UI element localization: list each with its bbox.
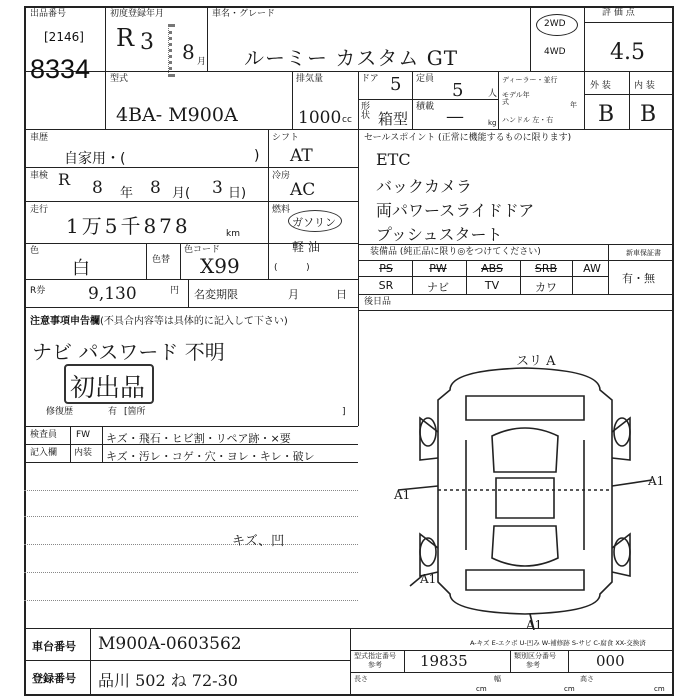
month-label: 月 [288, 288, 299, 301]
car-diagram [380, 340, 670, 630]
divider [510, 650, 511, 672]
equip-srb: SRB [534, 262, 558, 275]
equip-aw: AW [583, 262, 601, 275]
divider [584, 22, 674, 23]
divider [629, 71, 630, 129]
reg-value: 品川 502 ね 72-30 [98, 671, 238, 690]
kg-unit: kg [488, 119, 497, 127]
inspection-era: R [58, 170, 71, 189]
divider [572, 260, 573, 294]
cc-unit: cc [342, 115, 352, 125]
exterior-label: 外 装 [590, 81, 611, 91]
recycle-label: R券 [30, 286, 46, 296]
first-reg-year: 3 [140, 30, 154, 55]
inspection-day: 3 [212, 178, 223, 198]
rating-label: 評 価 点 [602, 8, 635, 18]
color-code-label: 色コード [184, 245, 221, 255]
month-unit: 月 [197, 57, 207, 67]
mileage-label: 走行 [30, 205, 49, 215]
day-label: 日 [336, 288, 347, 301]
divider [350, 650, 674, 651]
divider [90, 628, 91, 696]
sales-item-1: ETC [376, 150, 411, 169]
doors-label: ドア [361, 74, 379, 84]
entry-line [24, 600, 358, 601]
sales-item-2: バックカメラ [376, 177, 473, 196]
inspection-label: 車検 [30, 171, 49, 181]
divider [358, 260, 674, 261]
width-unit: cm [564, 685, 575, 693]
color-value: 白 [72, 258, 90, 279]
capacity-value: 5 [452, 80, 464, 101]
ac-label: 冷房 [272, 171, 291, 181]
warranty-label: 新車保証書 [626, 249, 661, 257]
inspection-day-unit: 日) [228, 186, 247, 201]
notes-line1: ナビ パスワード 不明 [32, 340, 225, 364]
steering-label: ハンドル 左・右 [502, 116, 554, 124]
inspector-label: 検査員 [30, 430, 58, 440]
displacement-label: 排気量 [296, 74, 324, 84]
divider [24, 426, 358, 427]
divider [350, 628, 351, 696]
reg-label: 登録番号 [32, 672, 76, 685]
sales-item-4: プッシュスタート [376, 225, 503, 244]
divider [358, 71, 359, 129]
interior-items: キズ・汚レ・コゲ・穴・ヨレ・キレ・破レ [106, 450, 315, 463]
model-value: 4BA- M900A [116, 104, 238, 126]
fuel-diesel: 軽 油 [292, 240, 320, 254]
damage-left: A1 [394, 488, 411, 502]
shift-label: シフト [272, 133, 300, 143]
notes-line2: 初出品 [70, 373, 146, 402]
sales-label: セールスポイント (正常に機能するものに限ります) [364, 133, 572, 143]
damage-bottom: A1 [526, 618, 543, 632]
color-swap-label: 色替 [152, 255, 171, 265]
equip-pw: PW [429, 262, 447, 275]
inspection-month: 8 [150, 178, 161, 198]
divider [180, 243, 181, 279]
yen-unit: 円 [170, 286, 180, 296]
history-label: 車歴 [30, 133, 49, 143]
lot-label: 出品番号 [30, 9, 67, 19]
interior-short: 内装 [74, 448, 93, 458]
divider [350, 672, 674, 673]
divider [358, 276, 608, 277]
equip-ps: PS [379, 262, 393, 275]
shape-value: 箱型 [378, 110, 409, 128]
divider [358, 244, 674, 245]
divider [207, 6, 208, 71]
category-ref: 参考 [526, 661, 540, 669]
divider [24, 660, 350, 661]
first-reg-era: R [116, 24, 135, 52]
first-reg-month: 8 [182, 40, 195, 64]
damage-legend: A-キズ E-エクボ U-凹み W-補修跡 S-サビ C-腐食 XX-交換済 [470, 639, 646, 647]
lot-code: [2146] [44, 30, 84, 44]
notes-label-text: 注意事項申告欄 [30, 316, 100, 327]
category-label: 類別区分番号 [514, 652, 556, 660]
shift-value: AT [290, 146, 313, 166]
divider [188, 279, 189, 307]
length-unit: cm [476, 685, 487, 693]
ac-value: AC [290, 180, 316, 200]
divider [568, 650, 569, 672]
load-value: — [446, 106, 464, 127]
person-unit: 人 [488, 89, 498, 99]
rating-value: 4.5 [610, 40, 645, 65]
equip-sr: SR [378, 279, 394, 292]
carname-label: 車名・グレード [212, 9, 276, 19]
divider [498, 71, 499, 129]
repair-label: 修復歴 [46, 407, 74, 417]
carname-value: ルーミー カスタム GT [244, 46, 459, 70]
exterior-value: B [598, 102, 615, 127]
fuel-gasoline: ガソリン [292, 216, 336, 229]
damage-right: A1 [648, 474, 665, 488]
model-designation-ref: 参考 [368, 661, 382, 669]
doors-value: 5 [390, 74, 402, 95]
fuel-circle [288, 210, 342, 232]
history-value: 自家用・( [64, 151, 126, 167]
entry-line [24, 572, 358, 573]
divider [24, 307, 358, 308]
divider [412, 99, 413, 129]
damage-left-low: A1 [420, 572, 437, 586]
divider [24, 129, 674, 130]
inspection-month-unit: 月( [172, 186, 191, 201]
divider [358, 310, 674, 311]
divider [584, 6, 585, 129]
divider [24, 628, 674, 629]
drive-4wd: 4WD [544, 47, 566, 57]
width-label: 幅 [494, 675, 501, 683]
chassis-label: 車台番号 [32, 640, 76, 653]
inspection-year: 8 [92, 178, 103, 198]
chassis-value: M900A-0603562 [98, 634, 242, 654]
divider [358, 294, 674, 295]
divider [412, 260, 413, 294]
divider [105, 6, 106, 129]
km-unit: km [226, 229, 240, 239]
later-label: 後日品 [364, 297, 392, 307]
height-unit: cm [654, 685, 665, 693]
repair-value: 有 [108, 407, 118, 417]
fuel-paren: ( ) [274, 263, 310, 273]
history-close: ) [254, 148, 260, 164]
recycle-value: 9,130 [88, 284, 137, 304]
equip-navi: ナビ [427, 281, 449, 294]
height-label: 高さ [580, 675, 594, 683]
displacement-value: 1000 [298, 108, 342, 128]
interior-label: 内 装 [634, 81, 655, 91]
repair-place: [箇所 [124, 407, 146, 417]
capacity-label: 定員 [416, 74, 435, 84]
lot-number: 8334 [30, 54, 91, 84]
divider [358, 129, 359, 426]
entry-line [24, 544, 358, 545]
divider [292, 71, 293, 129]
equip-leather: カワ [535, 281, 557, 294]
divider [168, 24, 172, 77]
category-value: 000 [596, 652, 625, 670]
divider [404, 650, 405, 672]
load-label: 積載 [416, 102, 435, 112]
divider [530, 6, 531, 71]
body-note: キズ、凹 [232, 534, 285, 549]
entry-line [24, 490, 358, 491]
model-designation-value: 19835 [420, 652, 468, 670]
color-label: 色 [30, 246, 40, 256]
length-label: 長さ [354, 675, 368, 683]
sales-item-3: 両パワースライドドア [376, 201, 535, 220]
divider [358, 99, 498, 100]
equipment-label: 装備品 (純正品に限り◎をつけてください) [370, 247, 541, 257]
divider [24, 201, 358, 202]
divider [146, 243, 147, 279]
interior-value: B [640, 102, 657, 127]
fw-label: FW [76, 430, 91, 440]
dealer-label: ディーラー・並行 [502, 76, 558, 84]
fw-items: キズ・飛石・ヒビ割・リペア跡・×要 [106, 432, 291, 445]
year-unit: 年 [570, 101, 577, 109]
drive-2wd: 2WD [544, 19, 566, 29]
first-reg-label: 初度登録年月 [110, 9, 165, 19]
warranty-value: 有・無 [622, 272, 655, 285]
divider [102, 426, 103, 462]
name-change-label: 名変期限 [194, 288, 238, 301]
color-code-value: X99 [200, 254, 240, 278]
equip-abs: ABS [481, 262, 503, 275]
divider [412, 71, 413, 99]
repair-close: ] [342, 407, 346, 417]
mileage-value: 1万5千878 [66, 214, 191, 238]
divider [520, 260, 521, 294]
fuel-label: 燃料 [272, 205, 291, 215]
divider [24, 71, 674, 72]
shape-label: 形状 [361, 102, 371, 121]
entry-label: 記入欄 [30, 448, 58, 458]
notes-label [30, 312, 288, 327]
inspection-year-unit: 年 [120, 186, 134, 201]
divider [466, 260, 467, 294]
damage-top: スリ A [516, 354, 556, 369]
equip-tv: TV [484, 279, 500, 292]
entry-line [24, 516, 358, 517]
divider [70, 426, 71, 462]
notes-sub: (不具合内容等は具体的に記入して下さい) [100, 316, 288, 327]
divider [268, 129, 269, 279]
model-designation-label: 型式指定番号 [354, 652, 396, 660]
model-year-label: モデル年式 [502, 91, 530, 106]
model-label: 型式 [110, 74, 129, 84]
